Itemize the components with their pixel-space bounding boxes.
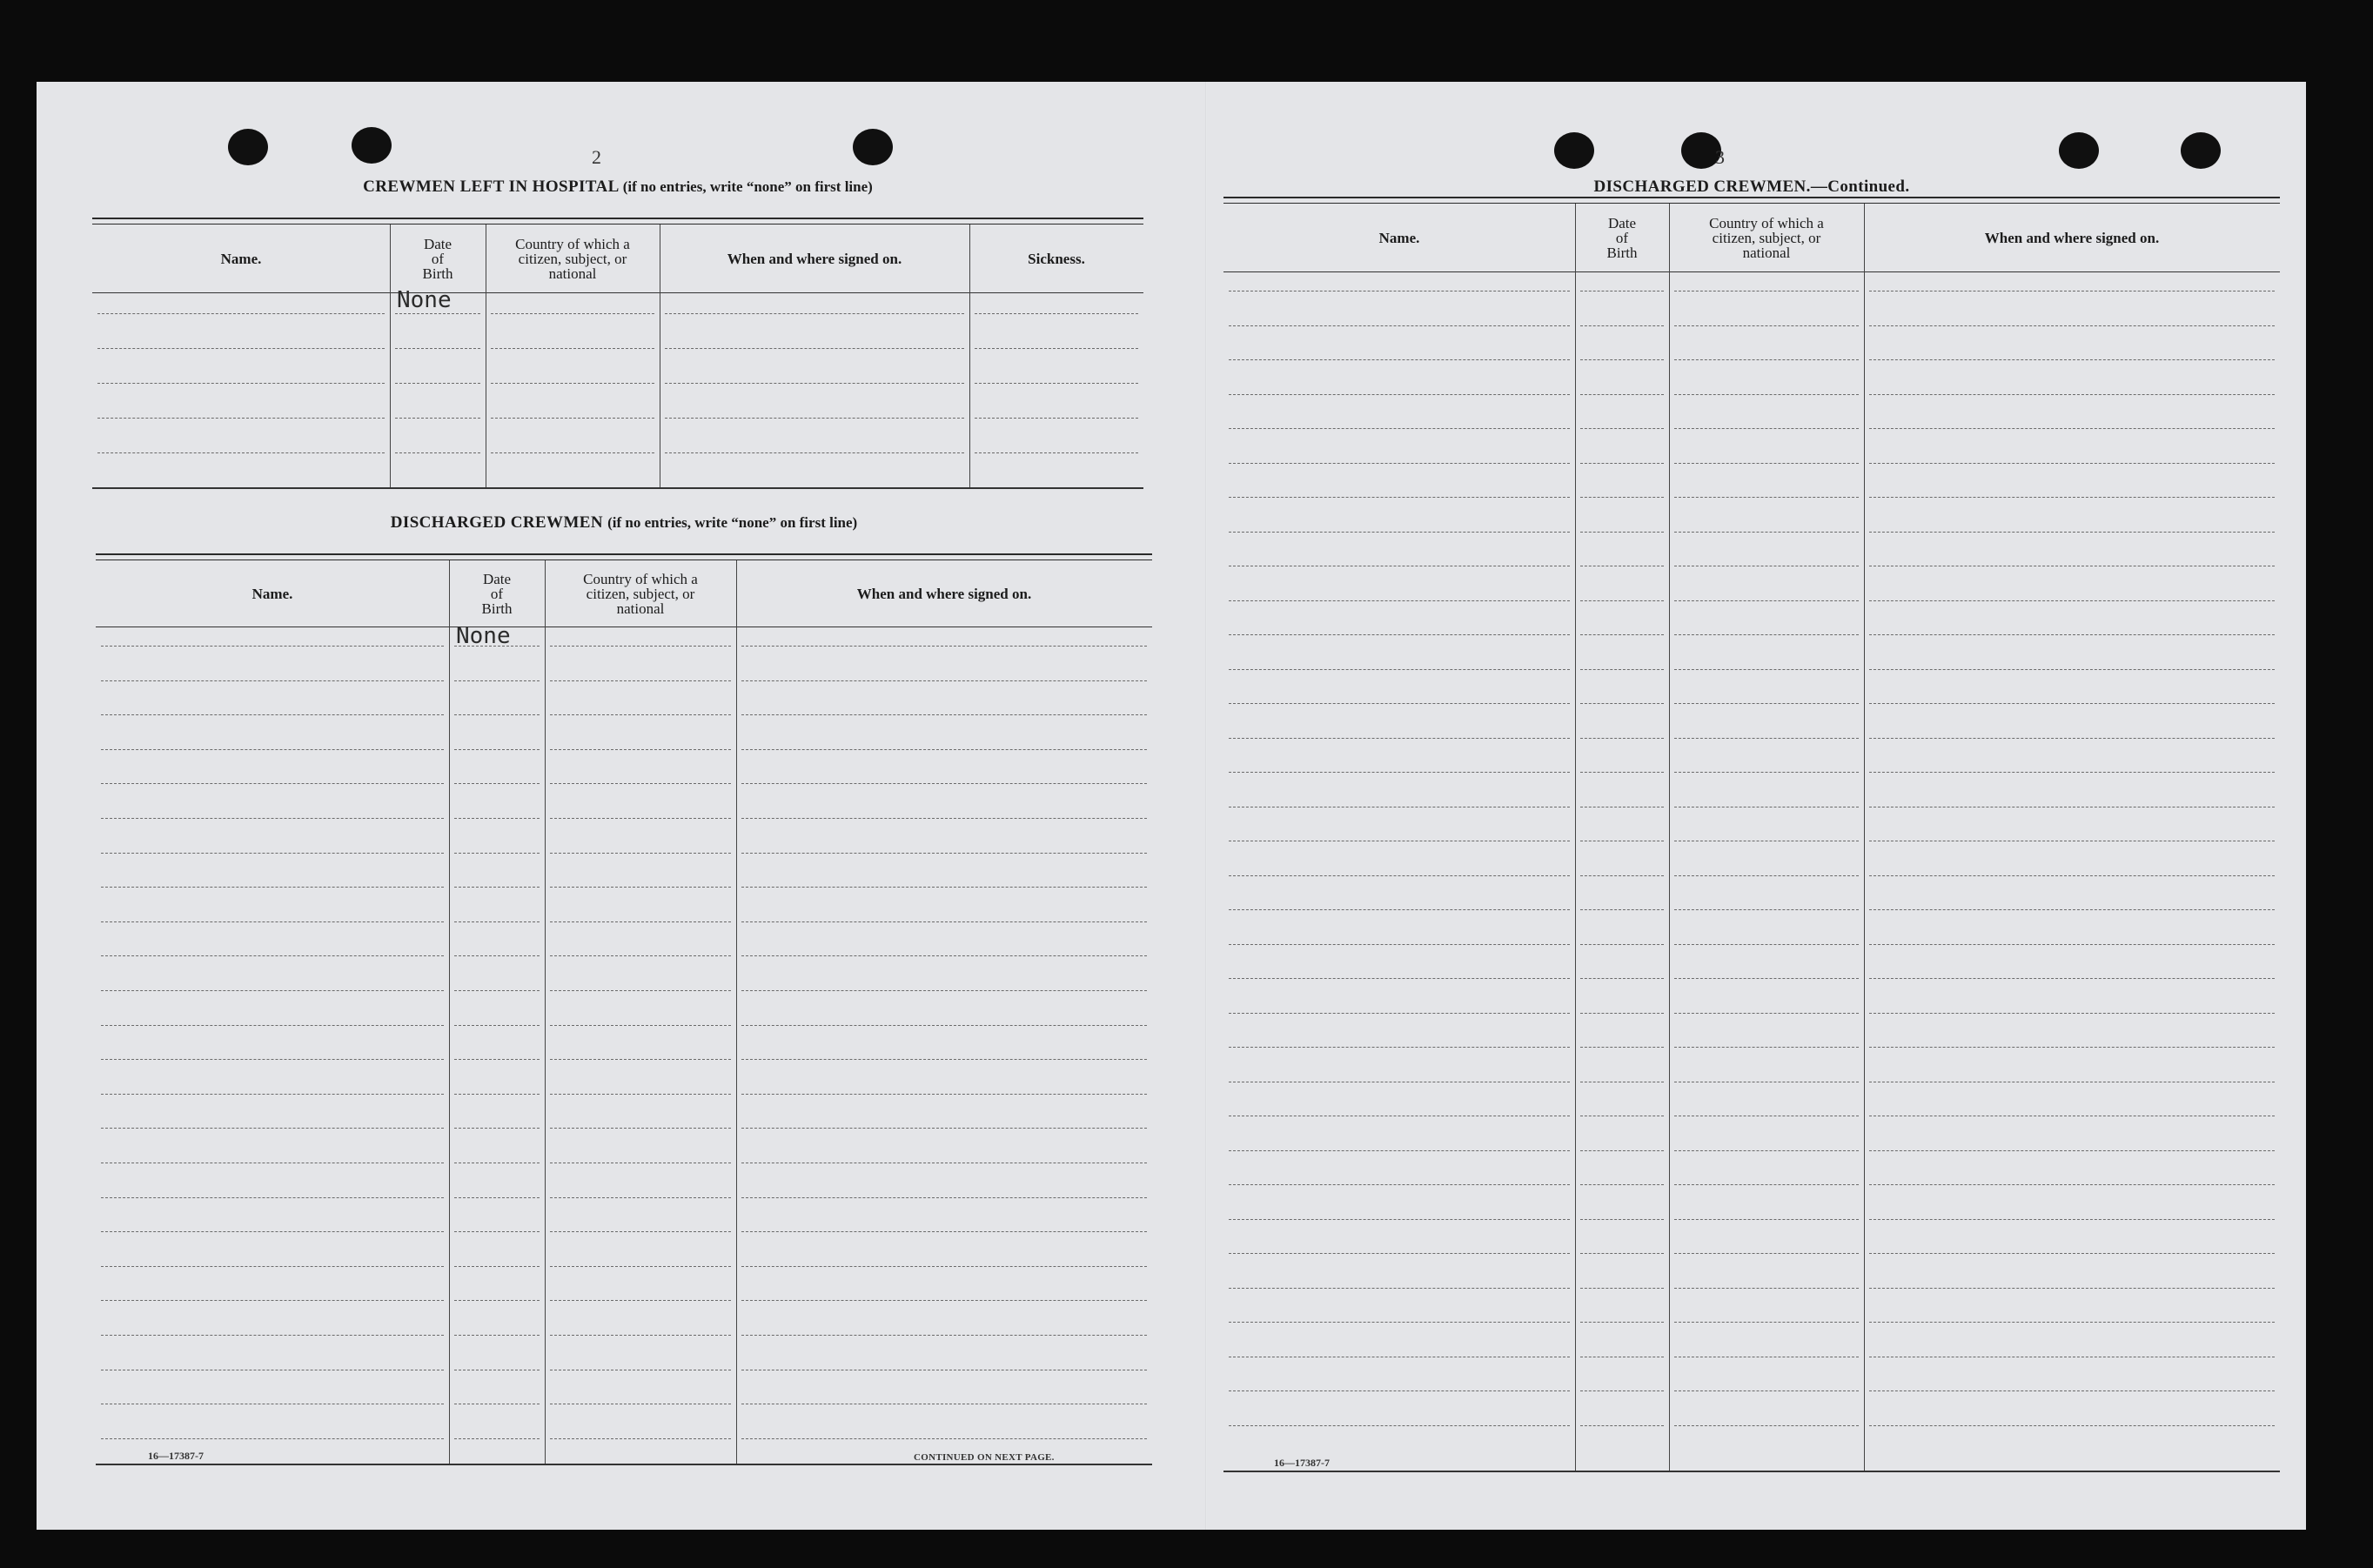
ruled-line	[1674, 1253, 1859, 1254]
ruled-line	[975, 418, 1138, 419]
column-header: Name.	[1378, 229, 1420, 246]
ruled-line	[741, 1335, 1147, 1336]
ruled-line	[550, 1059, 731, 1060]
column-header: Country of which a citizen, subject, or national	[583, 570, 698, 617]
ruled-line	[1869, 394, 2275, 395]
ruled-line	[101, 1094, 444, 1095]
ruled-line	[1674, 359, 1859, 360]
ruled-line	[1674, 325, 1859, 326]
ruled-line	[1580, 497, 1664, 498]
ruled-line	[491, 418, 654, 419]
ruled-line	[665, 313, 964, 314]
ruled-line	[101, 1059, 444, 1060]
ruled-line	[97, 383, 385, 384]
ruled-line	[454, 853, 540, 854]
ruled-line	[1229, 394, 1570, 395]
ruled-line	[101, 990, 444, 991]
ruled-line	[1580, 532, 1664, 533]
ruled-line	[550, 749, 731, 750]
page-number-right: 3	[1715, 146, 1725, 168]
ruled-line	[1869, 738, 2275, 739]
ruled-line	[741, 714, 1147, 715]
ruled-line	[1674, 738, 1859, 739]
ruled-line	[1229, 1425, 1570, 1426]
table-bottom-rule	[96, 1464, 1152, 1465]
ruled-line	[1580, 1322, 1664, 1323]
ruled-line	[1674, 497, 1859, 498]
ruled-line	[491, 348, 654, 349]
ruled-line	[1869, 497, 2275, 498]
ruled-line	[1580, 703, 1664, 704]
ruled-line	[101, 1438, 444, 1439]
hospital-table	[92, 178, 1143, 491]
column-header: When and where signed on.	[856, 585, 1032, 602]
ruled-line	[101, 749, 444, 750]
ruled-line	[97, 452, 385, 453]
ruled-line	[1674, 1425, 1859, 1426]
ruled-line	[741, 749, 1147, 750]
discharged-title-note: (if no entries, write “none” on first line)	[607, 514, 858, 531]
column-header: When and where signed on.	[727, 250, 902, 267]
ruled-line	[1674, 1219, 1859, 1220]
ruled-line	[1869, 1150, 2275, 1151]
punch-hole	[1554, 132, 1594, 169]
ruled-line	[454, 1025, 540, 1026]
ruled-line	[975, 383, 1138, 384]
ruled-line	[1869, 1013, 2275, 1014]
ruled-line	[1229, 634, 1570, 635]
ruled-line	[550, 853, 731, 854]
ruled-line	[550, 680, 731, 681]
column-header: Date of Birth	[1606, 214, 1638, 261]
ruled-line	[454, 1231, 540, 1232]
ruled-line	[1674, 1390, 1859, 1391]
ruled-line	[1869, 772, 2275, 773]
ruled-line	[1674, 703, 1859, 704]
column-header: Date of Birth	[481, 570, 513, 617]
column-divider	[736, 560, 737, 1464]
ruled-line	[1580, 1253, 1664, 1254]
ruled-line	[1674, 669, 1859, 670]
ruled-line	[1229, 703, 1570, 704]
ruled-line	[1229, 875, 1570, 876]
ruled-line	[1229, 359, 1570, 360]
ruled-line	[1580, 1047, 1664, 1048]
ruled-line	[454, 990, 540, 991]
ruled-line	[395, 452, 480, 453]
ruled-line	[1674, 532, 1859, 533]
ruled-line	[550, 1197, 731, 1198]
discharged-continued-title-text: DISCHARGED CREWMEN.—Continued.	[1593, 178, 1910, 196]
ruled-line	[550, 921, 731, 922]
ruled-line	[454, 1094, 540, 1095]
ruled-line	[491, 452, 654, 453]
ruled-line	[1580, 634, 1664, 635]
ruled-line	[454, 749, 540, 750]
ruled-line	[395, 313, 480, 314]
ruled-line	[665, 383, 964, 384]
hospital-none-entry: None	[397, 287, 452, 313]
ruled-line	[741, 1197, 1147, 1198]
ruled-line	[454, 1300, 540, 1301]
ruled-line	[101, 646, 444, 647]
ruled-line	[741, 1128, 1147, 1129]
ruled-line	[1869, 634, 2275, 635]
ruled-line	[454, 1438, 540, 1439]
ruled-line	[1229, 325, 1570, 326]
ruled-line	[101, 853, 444, 854]
ruled-line	[454, 1197, 540, 1198]
ruled-line	[1229, 532, 1570, 533]
ruled-line	[741, 921, 1147, 922]
ruled-line	[741, 1266, 1147, 1267]
ruled-line	[550, 990, 731, 991]
ruled-line	[1580, 1390, 1664, 1391]
ruled-line	[1229, 1219, 1570, 1220]
column-divider	[1575, 204, 1576, 1471]
ruled-line	[101, 714, 444, 715]
ruled-line	[454, 1266, 540, 1267]
ruled-line	[1229, 944, 1570, 945]
hospital-title-text: CREWMEN LEFT IN HOSPITAL	[363, 178, 619, 196]
ruled-line	[454, 818, 540, 819]
ruled-line	[975, 452, 1138, 453]
ruled-line	[1869, 532, 2275, 533]
punch-hole	[352, 127, 392, 164]
ruled-line	[741, 783, 1147, 784]
ruled-line	[1229, 428, 1570, 429]
ruled-line	[1674, 1184, 1859, 1185]
discharged-none-entry: None	[456, 623, 511, 649]
ruled-line	[1580, 772, 1664, 773]
column-divider	[1864, 204, 1865, 1471]
ruled-line	[395, 418, 480, 419]
ruled-line	[665, 348, 964, 349]
ruled-line	[1674, 428, 1859, 429]
ruled-line	[1869, 703, 2275, 704]
ruled-line	[1869, 1322, 2275, 1323]
ruled-line	[741, 1438, 1147, 1439]
column-header: Name.	[220, 250, 262, 267]
ruled-line	[741, 887, 1147, 888]
ruled-line	[1869, 1390, 2275, 1391]
column-divider	[545, 560, 546, 1464]
ruled-line	[1580, 875, 1664, 876]
ruled-line	[1869, 428, 2275, 429]
ruled-line	[741, 680, 1147, 681]
ruled-line	[1674, 634, 1859, 635]
column-header: Country of which a citizen, subject, or national	[515, 235, 630, 282]
ruled-line	[1674, 1288, 1859, 1289]
ruled-line	[1229, 463, 1570, 464]
ruled-line	[741, 1094, 1147, 1095]
ruled-line	[1869, 669, 2275, 670]
ruled-line	[395, 348, 480, 349]
ruled-line	[1674, 1322, 1859, 1323]
ruled-line	[1580, 1219, 1664, 1220]
ruled-line	[665, 418, 964, 419]
ruled-line	[1580, 394, 1664, 395]
continued-note: CONTINUED ON NEXT PAGE.	[914, 1452, 1055, 1463]
ruled-line	[550, 1438, 731, 1439]
ruled-line	[1869, 1288, 2275, 1289]
punch-hole	[228, 129, 268, 165]
ruled-line	[1869, 463, 2275, 464]
punch-hole	[2059, 132, 2099, 169]
ruled-line	[1674, 394, 1859, 395]
ruled-line	[1869, 1219, 2275, 1220]
ruled-line	[1229, 600, 1570, 601]
ruled-line	[1674, 600, 1859, 601]
ruled-line	[741, 1300, 1147, 1301]
ruled-line	[1580, 944, 1664, 945]
ruled-line	[741, 1025, 1147, 1026]
ruled-line	[454, 921, 540, 922]
ruled-line	[101, 1231, 444, 1232]
table-bottom-rule	[1223, 1471, 2280, 1472]
ruled-line	[975, 348, 1138, 349]
ruled-line	[550, 646, 731, 647]
column-divider	[1669, 204, 1670, 1471]
column-header: Country of which a citizen, subject, or national	[1709, 214, 1824, 261]
ruled-line	[101, 1300, 444, 1301]
ruled-line	[1580, 463, 1664, 464]
ruled-line	[550, 1266, 731, 1267]
ruled-line	[1580, 738, 1664, 739]
table-bottom-rule	[92, 487, 1143, 489]
ruled-line	[550, 818, 731, 819]
ruled-line	[550, 1094, 731, 1095]
ruled-line	[454, 1059, 540, 1060]
ruled-line	[1869, 978, 2275, 979]
ruled-line	[550, 714, 731, 715]
ruled-line	[1580, 669, 1664, 670]
ruled-line	[101, 1025, 444, 1026]
ruled-line	[1229, 1047, 1570, 1048]
form-number-left: 16—17387-7	[148, 1450, 204, 1462]
ruled-line	[1229, 1013, 1570, 1014]
ruled-line	[1580, 600, 1664, 601]
ruled-line	[1580, 359, 1664, 360]
ruled-line	[1869, 1425, 2275, 1426]
ruled-line	[550, 1231, 731, 1232]
ruled-line	[454, 680, 540, 681]
ruled-line	[454, 1128, 540, 1129]
ruled-line	[101, 680, 444, 681]
ruled-line	[454, 955, 540, 956]
ruled-line	[97, 348, 385, 349]
ruled-line	[491, 313, 654, 314]
discharged-title-text: DISCHARGED CREWMEN	[390, 513, 603, 532]
form-number-right: 16—17387-7	[1274, 1457, 1330, 1469]
ruled-line	[1869, 359, 2275, 360]
ruled-line	[1229, 669, 1570, 670]
double-rule	[1223, 197, 2280, 204]
ruled-line	[975, 313, 1138, 314]
ruled-line	[101, 1266, 444, 1267]
page-fold	[1205, 82, 1207, 1530]
discharged-table	[96, 513, 1152, 1467]
ruled-line	[741, 1231, 1147, 1232]
ruled-line	[741, 853, 1147, 854]
ruled-line	[1229, 738, 1570, 739]
ruled-line	[454, 714, 540, 715]
ruled-line	[550, 1128, 731, 1129]
discharged-table-title	[96, 513, 1152, 533]
ruled-line	[550, 1300, 731, 1301]
ruled-line	[665, 452, 964, 453]
ruled-line	[454, 1335, 540, 1336]
ruled-line	[395, 383, 480, 384]
ruled-line	[101, 887, 444, 888]
ruled-line	[491, 383, 654, 384]
ruled-line	[1229, 1150, 1570, 1151]
ruled-line	[1580, 909, 1664, 910]
ruled-line	[1580, 325, 1664, 326]
ruled-line	[1229, 978, 1570, 979]
ruled-line	[1869, 1184, 2275, 1185]
ruled-line	[1674, 772, 1859, 773]
column-divider	[449, 560, 450, 1464]
double-rule	[96, 553, 1152, 560]
document-sheet	[37, 82, 2306, 1530]
ruled-line	[1674, 463, 1859, 464]
ruled-line	[101, 921, 444, 922]
ruled-line	[1229, 1184, 1570, 1185]
column-header: Sickness.	[1028, 250, 1085, 267]
ruled-line	[550, 887, 731, 888]
page-number-left: 2	[592, 146, 601, 168]
ruled-line	[741, 646, 1147, 647]
ruled-line	[1674, 944, 1859, 945]
ruled-line	[101, 1128, 444, 1129]
ruled-line	[1580, 1288, 1664, 1289]
ruled-line	[741, 955, 1147, 956]
ruled-line	[550, 783, 731, 784]
ruled-line	[1229, 497, 1570, 498]
ruled-line	[1229, 1253, 1570, 1254]
ruled-line	[1580, 978, 1664, 979]
ruled-line	[97, 313, 385, 314]
ruled-line	[550, 1335, 731, 1336]
ruled-line	[1229, 909, 1570, 910]
ruled-line	[454, 783, 540, 784]
ruled-line	[1674, 1013, 1859, 1014]
ruled-line	[741, 1059, 1147, 1060]
ruled-line	[454, 887, 540, 888]
punch-hole	[2181, 132, 2221, 169]
ruled-line	[1869, 600, 2275, 601]
ruled-line	[550, 1025, 731, 1026]
ruled-line	[1580, 1013, 1664, 1014]
ruled-line	[1580, 428, 1664, 429]
ruled-line	[1869, 1047, 2275, 1048]
ruled-line	[1229, 1390, 1570, 1391]
ruled-line	[101, 783, 444, 784]
ruled-line	[97, 418, 385, 419]
ruled-line	[1229, 772, 1570, 773]
ruled-line	[1869, 1253, 2275, 1254]
ruled-line	[1229, 1322, 1570, 1323]
double-rule	[92, 218, 1143, 224]
ruled-line	[101, 1197, 444, 1198]
ruled-line	[550, 955, 731, 956]
punch-hole	[853, 129, 893, 165]
ruled-line	[101, 955, 444, 956]
ruled-line	[1869, 325, 2275, 326]
ruled-line	[741, 818, 1147, 819]
column-header: When and where signed on.	[1984, 229, 2160, 246]
ruled-line	[1580, 1184, 1664, 1185]
ruled-line	[1229, 1288, 1570, 1289]
ruled-line	[1674, 909, 1859, 910]
header-bottom-rule	[92, 292, 1143, 293]
column-header: Date of Birth	[422, 235, 453, 282]
hospital-title-note: (if no entries, write “none” on first line)	[622, 178, 873, 195]
discharged-continued-table	[1223, 178, 2280, 1474]
ruled-line	[1674, 875, 1859, 876]
ruled-line	[1674, 978, 1859, 979]
ruled-line	[1674, 1150, 1859, 1151]
ruled-line	[1580, 1150, 1664, 1151]
ruled-line	[1869, 944, 2275, 945]
discharged-continued-title	[1223, 178, 2280, 197]
ruled-line	[101, 818, 444, 819]
ruled-line	[1869, 909, 2275, 910]
ruled-line	[1869, 875, 2275, 876]
ruled-line	[1580, 1425, 1664, 1426]
ruled-line	[101, 1335, 444, 1336]
ruled-line	[741, 990, 1147, 991]
ruled-line	[1674, 1047, 1859, 1048]
hospital-table-title	[92, 178, 1143, 197]
column-header: Name.	[251, 585, 293, 602]
header-bottom-rule	[1223, 271, 2280, 272]
